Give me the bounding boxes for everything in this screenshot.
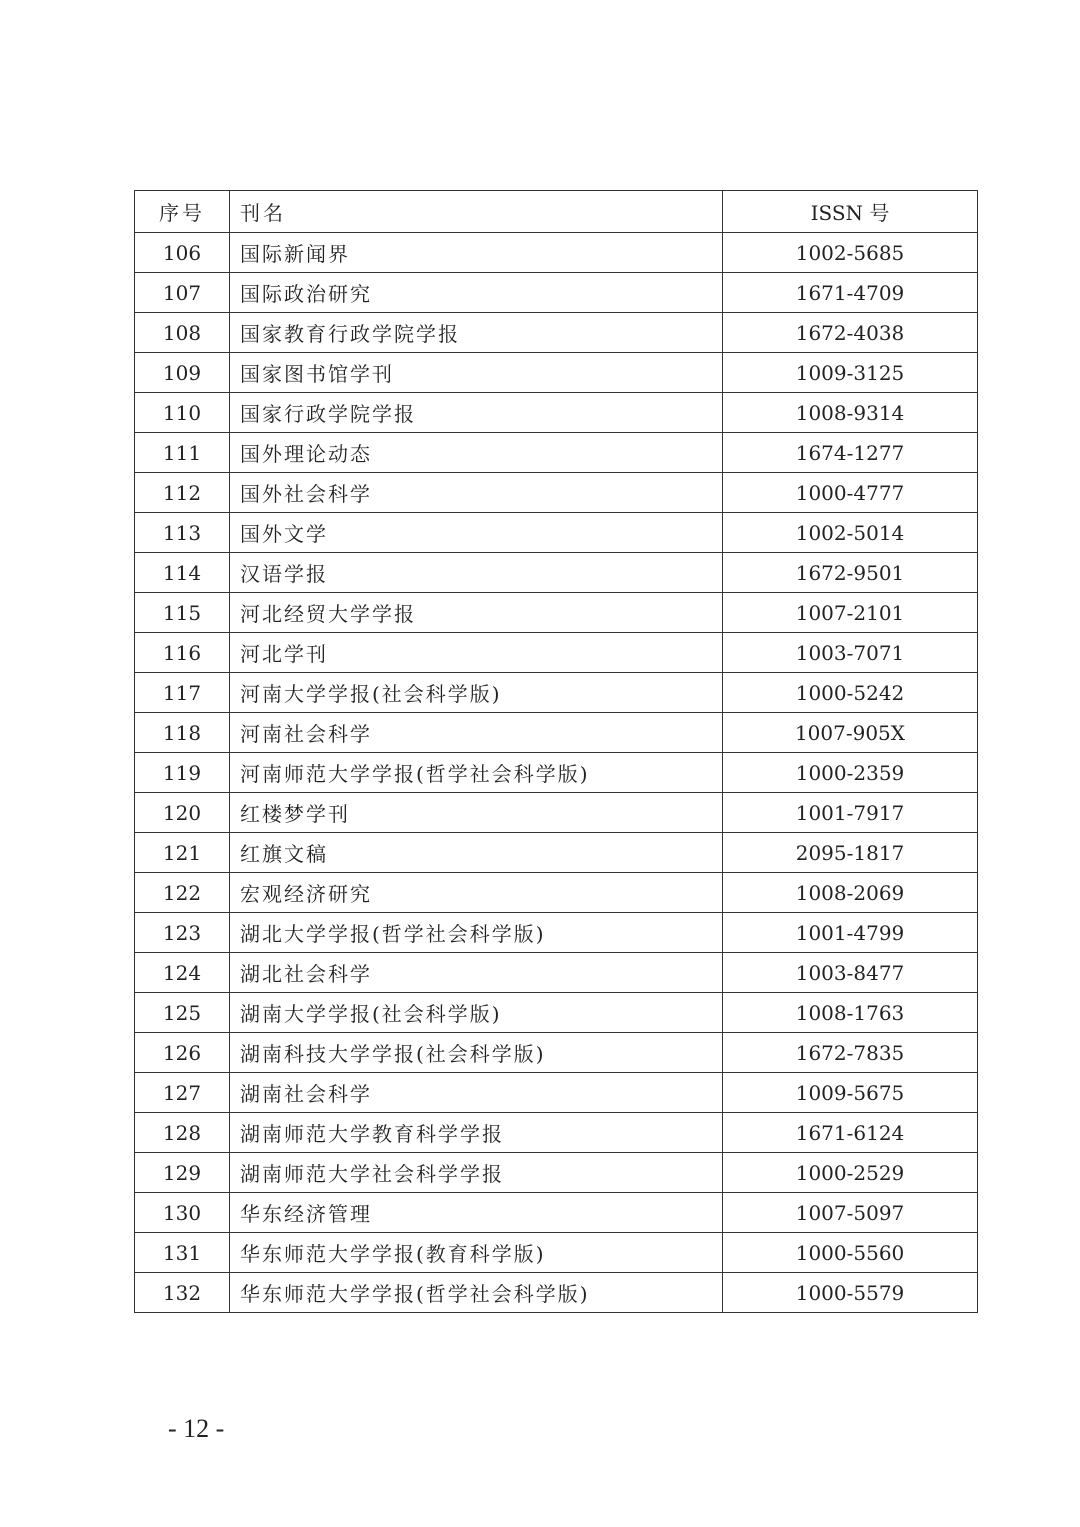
cell-journal-name: 湖南师范大学社会科学学报 (230, 1153, 723, 1193)
cell-issn: 1000-2529 (723, 1153, 978, 1193)
cell-journal-name: 国家行政学院学报 (230, 393, 723, 433)
cell-issn: 1008-1763 (723, 993, 978, 1033)
table-row (135, 1193, 978, 1233)
cell-issn: 1674-1277 (723, 433, 978, 473)
cell-serial-number: 111 (135, 433, 230, 473)
cell-issn: 1672-4038 (723, 313, 978, 353)
cell-journal-name: 华东经济管理 (230, 1193, 723, 1233)
cell-journal-name: 河南大学学报(社会科学版) (230, 673, 723, 713)
cell-serial-number: 108 (135, 313, 230, 353)
cell-issn: 1001-4799 (723, 913, 978, 953)
cell-journal-name: 河南师范大学学报(哲学社会科学版) (230, 753, 723, 793)
cell-journal-name: 湖南科技大学学报(社会科学版) (230, 1033, 723, 1073)
table-row (135, 1153, 978, 1193)
table-row (135, 1113, 978, 1153)
cell-issn: 1672-9501 (723, 553, 978, 593)
cell-serial-number: 121 (135, 833, 230, 873)
table-row (135, 673, 978, 713)
cell-serial-number: 124 (135, 953, 230, 993)
table-row (135, 913, 978, 953)
table-header-row (135, 191, 978, 233)
cell-issn: 1000-2359 (723, 753, 978, 793)
table-row (135, 273, 978, 313)
cell-serial-number: 109 (135, 353, 230, 393)
table-row (135, 593, 978, 633)
cell-issn: 1000-4777 (723, 473, 978, 513)
cell-issn: 1002-5014 (723, 513, 978, 553)
cell-issn: 2095-1817 (723, 833, 978, 873)
cell-issn: 1008-9314 (723, 393, 978, 433)
cell-journal-name: 红旗文稿 (230, 833, 723, 873)
cell-journal-name: 河北经贸大学学报 (230, 593, 723, 633)
cell-journal-name: 华东师范大学学报(哲学社会科学版) (230, 1273, 723, 1313)
cell-issn: 1007-5097 (723, 1193, 978, 1233)
cell-serial-number: 116 (135, 633, 230, 673)
table-row (135, 753, 978, 793)
cell-journal-name: 国外社会科学 (230, 473, 723, 513)
table-row (135, 833, 978, 873)
cell-issn: 1003-7071 (723, 633, 978, 673)
header-journal-name: 刊名 (230, 191, 723, 233)
cell-serial-number: 114 (135, 553, 230, 593)
cell-serial-number: 127 (135, 1073, 230, 1113)
cell-serial-number: 107 (135, 273, 230, 313)
cell-serial-number: 123 (135, 913, 230, 953)
cell-serial-number: 125 (135, 993, 230, 1033)
cell-serial-number: 120 (135, 793, 230, 833)
cell-journal-name: 华东师范大学学报(教育科学版) (230, 1233, 723, 1273)
table-row (135, 873, 978, 913)
cell-serial-number: 106 (135, 233, 230, 273)
cell-journal-name: 汉语学报 (230, 553, 723, 593)
cell-journal-name: 国家图书馆学刊 (230, 353, 723, 393)
cell-journal-name: 国家教育行政学院学报 (230, 313, 723, 353)
cell-journal-name: 湖北社会科学 (230, 953, 723, 993)
cell-journal-name: 湖北大学学报(哲学社会科学版) (230, 913, 723, 953)
table-row (135, 473, 978, 513)
cell-issn: 1003-8477 (723, 953, 978, 993)
cell-issn: 1009-5675 (723, 1073, 978, 1113)
table-row (135, 953, 978, 993)
table-row (135, 1273, 978, 1313)
table-row (135, 353, 978, 393)
cell-serial-number: 126 (135, 1033, 230, 1073)
cell-issn: 1007-2101 (723, 593, 978, 633)
table-row (135, 1033, 978, 1073)
cell-journal-name: 宏观经济研究 (230, 873, 723, 913)
cell-serial-number: 113 (135, 513, 230, 553)
cell-journal-name: 湖南大学学报(社会科学版) (230, 993, 723, 1033)
cell-issn: 1671-4709 (723, 273, 978, 313)
cell-issn: 1671-6124 (723, 1113, 978, 1153)
page-number: - 12 - (168, 1414, 225, 1443)
cell-journal-name: 湖南社会科学 (230, 1073, 723, 1113)
cell-serial-number: 129 (135, 1153, 230, 1193)
cell-journal-name: 湖南师范大学教育科学学报 (230, 1113, 723, 1153)
cell-serial-number: 122 (135, 873, 230, 913)
header-serial-number: 序号 (135, 191, 230, 233)
cell-journal-name: 国际新闻界 (230, 233, 723, 273)
cell-serial-number: 110 (135, 393, 230, 433)
cell-issn: 1672-7835 (723, 1033, 978, 1073)
cell-journal-name: 国际政治研究 (230, 273, 723, 313)
cell-serial-number: 119 (135, 753, 230, 793)
cell-issn: 1001-7917 (723, 793, 978, 833)
table-row (135, 513, 978, 553)
cell-issn: 1007-905X (723, 713, 978, 753)
cell-issn: 1000-5242 (723, 673, 978, 713)
cell-issn: 1000-5560 (723, 1233, 978, 1273)
header-issn: ISSN 号 (723, 191, 978, 233)
table-row (135, 433, 978, 473)
cell-journal-name: 河北学刊 (230, 633, 723, 673)
cell-journal-name: 国外文学 (230, 513, 723, 553)
cell-journal-name: 红楼梦学刊 (230, 793, 723, 833)
table-row (135, 713, 978, 753)
cell-serial-number: 112 (135, 473, 230, 513)
cell-issn: 1009-3125 (723, 353, 978, 393)
cell-journal-name: 河南社会科学 (230, 713, 723, 753)
table-row (135, 553, 978, 593)
table-row (135, 633, 978, 673)
cell-serial-number: 115 (135, 593, 230, 633)
cell-serial-number: 132 (135, 1273, 230, 1313)
table-body (135, 233, 978, 1313)
cell-serial-number: 117 (135, 673, 230, 713)
cell-issn: 1000-5579 (723, 1273, 978, 1313)
table-row (135, 1233, 978, 1273)
table-row (135, 793, 978, 833)
table-row (135, 393, 978, 433)
cell-issn: 1002-5685 (723, 233, 978, 273)
cell-serial-number: 130 (135, 1193, 230, 1233)
cell-issn: 1008-2069 (723, 873, 978, 913)
cell-serial-number: 128 (135, 1113, 230, 1153)
cell-serial-number: 131 (135, 1233, 230, 1273)
cell-serial-number: 118 (135, 713, 230, 753)
table-row (135, 993, 978, 1033)
table-row (135, 1073, 978, 1113)
table-row (135, 313, 978, 353)
table-row (135, 233, 978, 273)
journal-table (134, 190, 978, 1313)
cell-journal-name: 国外理论动态 (230, 433, 723, 473)
